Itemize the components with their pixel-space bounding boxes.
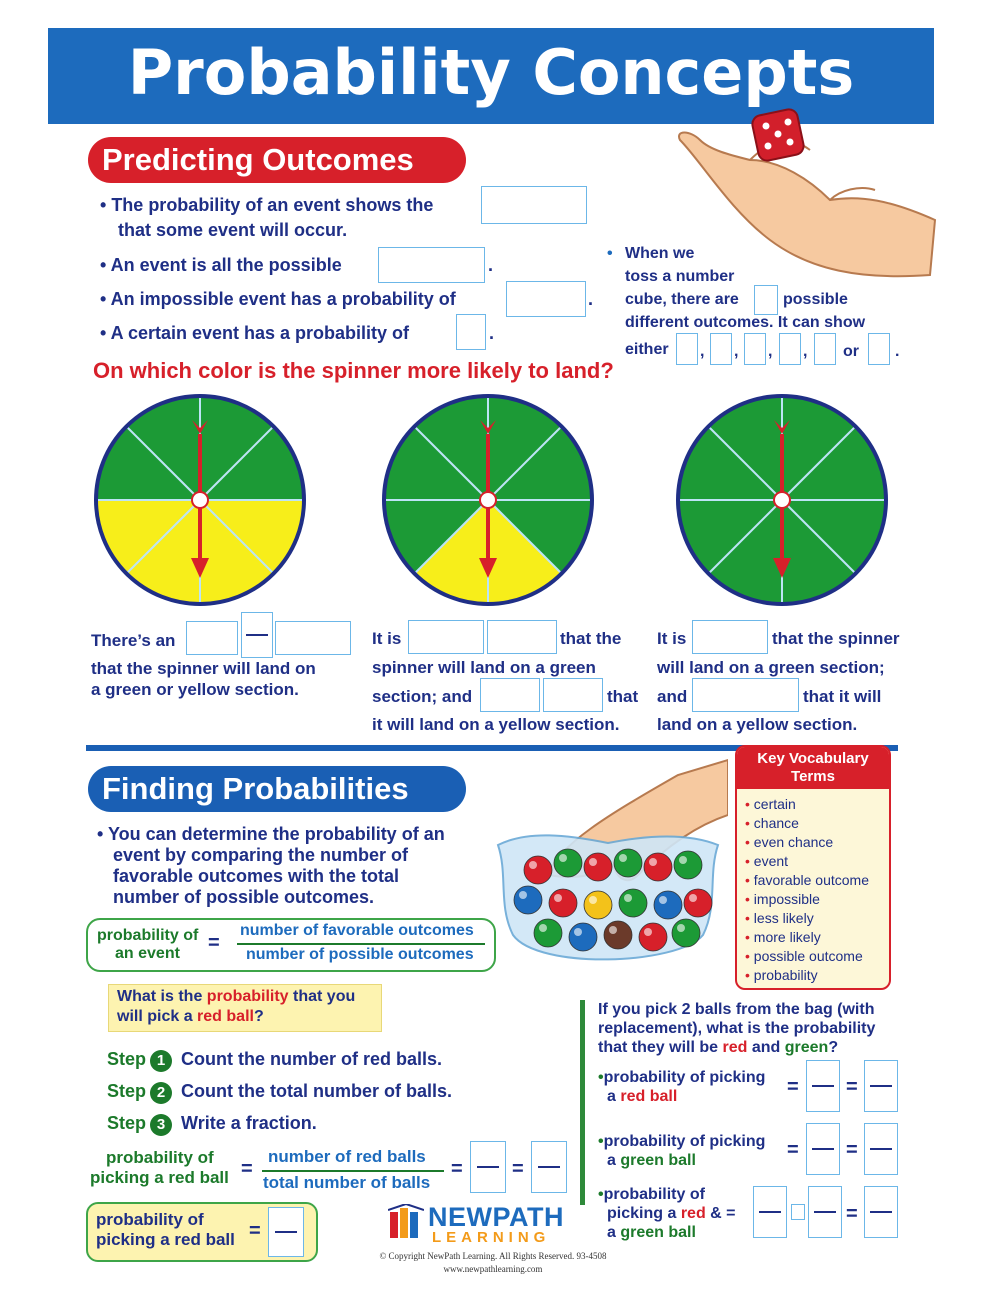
spinner2-caption-a: It is bbox=[372, 629, 402, 648]
marble-highlight bbox=[529, 861, 537, 869]
row-green-line-1: •probability of picking bbox=[598, 1133, 766, 1150]
answer-box-face-6[interactable] bbox=[868, 333, 890, 365]
row-red-line-2: a red ball bbox=[607, 1088, 678, 1105]
vocab-term: • certain bbox=[745, 795, 889, 814]
page-title: Probability Concepts bbox=[127, 36, 855, 109]
marble-highlight bbox=[679, 856, 687, 864]
marble-highlight bbox=[624, 894, 632, 902]
die-icon bbox=[751, 108, 806, 163]
intro-line-2: event by comparing the number of bbox=[113, 845, 409, 865]
step-1-number-icon: 1 bbox=[150, 1050, 172, 1072]
red-formula-numerator: number of red balls bbox=[268, 1147, 426, 1166]
spinner2-caption-f: it will land on a yellow section. bbox=[372, 715, 620, 734]
result-left-2: picking a red ball bbox=[96, 1230, 235, 1249]
marble-icon bbox=[604, 921, 632, 949]
marble-icon bbox=[569, 923, 597, 951]
marble-highlight bbox=[589, 896, 597, 904]
marble-highlight bbox=[659, 896, 667, 904]
red-formula-left-1: probability of bbox=[106, 1148, 214, 1167]
answer-box-s2-1[interactable] bbox=[408, 620, 484, 654]
spinner2-caption-b: that the bbox=[560, 629, 622, 648]
marble-highlight bbox=[619, 854, 627, 862]
spinner3-caption-c: will land on a green section; bbox=[657, 658, 885, 677]
answer-box-3[interactable] bbox=[506, 281, 586, 317]
replacement-question-3: that they will be red and green? bbox=[598, 1039, 839, 1056]
answer-box-s3-2[interactable] bbox=[692, 678, 799, 712]
red-formula-denominator: total number of balls bbox=[263, 1173, 431, 1192]
answer-box-s3-1[interactable] bbox=[692, 620, 768, 654]
spinner2-caption-c: spinner will land on a green bbox=[372, 658, 596, 677]
answer-box-face-4[interactable] bbox=[779, 333, 801, 365]
answer-box-2[interactable] bbox=[378, 247, 485, 283]
marble-icon bbox=[639, 923, 667, 951]
row-both-line-2: picking a red & = bbox=[607, 1205, 736, 1222]
vocab-term: • favorable outcome bbox=[745, 871, 889, 890]
bullet-probability-definition: • The probability of an event shows the bbox=[100, 193, 433, 218]
answer-box-outcomes[interactable] bbox=[754, 285, 778, 315]
replacement-question-1: If you pick 2 balls from the bag (with bbox=[598, 1001, 875, 1018]
marble-highlight bbox=[519, 891, 527, 899]
spinner3-caption-a: It is bbox=[657, 629, 687, 648]
marble-icon bbox=[684, 889, 712, 917]
marble-icon bbox=[674, 851, 702, 879]
spinner-question: On which color is the spinner more likely to land? bbox=[93, 358, 614, 383]
step-3: Step 3 Write a fraction. bbox=[107, 1111, 317, 1136]
row-red-line-1: •probability of picking bbox=[598, 1069, 766, 1086]
vocabulary-list bbox=[737, 789, 889, 985]
step-3-number-icon: 3 bbox=[150, 1114, 172, 1136]
step-1: Step 1 Count the number of red balls. bbox=[107, 1047, 442, 1072]
answer-box-face-2[interactable] bbox=[710, 333, 732, 365]
website-link[interactable]: www.newpathlearning.com bbox=[443, 1264, 543, 1274]
marble-highlight bbox=[689, 894, 697, 902]
answer-box-s1-3[interactable] bbox=[275, 621, 351, 655]
answer-box-face-1[interactable] bbox=[676, 333, 698, 365]
section-heading-finding: Finding Probabilities bbox=[88, 766, 466, 812]
vocab-term: • probability bbox=[745, 966, 889, 985]
dice-text-or: or bbox=[843, 343, 859, 360]
bullet-certain-event: • A certain event has a probability of bbox=[100, 321, 409, 346]
formula-numerator: number of favorable outcomes bbox=[240, 922, 474, 939]
marble-icon bbox=[584, 891, 612, 919]
spinner-all-green bbox=[672, 390, 892, 610]
dice-text-4: different outcomes. It can show bbox=[625, 314, 866, 331]
spinner-mostly-green bbox=[378, 390, 598, 610]
spinner2-caption-e: that bbox=[607, 687, 639, 706]
formula-denominator: number of possible outcomes bbox=[246, 946, 474, 963]
marble-highlight bbox=[644, 928, 652, 936]
answer-box-s2-3[interactable] bbox=[480, 678, 540, 712]
bullet-impossible-event: • An impossible event has a probability of bbox=[100, 287, 456, 312]
answer-box-s2-2[interactable] bbox=[487, 620, 557, 654]
marble-bag-illustration bbox=[488, 755, 728, 985]
result-left-1: probability of bbox=[96, 1210, 204, 1229]
spinner3-caption-f: land on a yellow section. bbox=[657, 715, 858, 734]
step-2-number-icon: 2 bbox=[150, 1082, 172, 1104]
spinner2-caption-d: section; and bbox=[372, 687, 473, 706]
spinner1-caption-c: a green or yellow section. bbox=[91, 680, 299, 699]
spinner1-caption-a: There’s an bbox=[91, 631, 176, 650]
question-line-2: will pick a red ball? bbox=[117, 1008, 264, 1025]
key-vocabulary-box bbox=[735, 745, 891, 990]
marble-icon bbox=[614, 849, 642, 877]
marble-highlight bbox=[649, 858, 657, 866]
intro-line-3: favorable outcomes with the total bbox=[113, 866, 400, 886]
intro-line-4: number of possible outcomes. bbox=[113, 887, 375, 907]
intro-line-1: • You can determine the probability of an bbox=[97, 822, 445, 847]
marble-icon bbox=[584, 853, 612, 881]
dice-text-1: When we bbox=[625, 245, 695, 262]
marble-highlight bbox=[559, 854, 567, 862]
marble-highlight bbox=[589, 858, 597, 866]
formula-left-1: probability of bbox=[97, 927, 199, 944]
vocab-term: • event bbox=[745, 852, 889, 871]
bullet-event-definition: • An event is all the possible bbox=[100, 253, 342, 278]
spinner3-caption-d: and bbox=[657, 687, 688, 706]
marble-highlight bbox=[554, 894, 562, 902]
red-formula-left-2: picking a red ball bbox=[90, 1168, 229, 1187]
spinner-half-green-half-yellow bbox=[90, 390, 310, 610]
brand-name: NEWPATH bbox=[428, 1202, 564, 1232]
vocab-term: • less likely bbox=[745, 909, 889, 928]
marble-highlight bbox=[677, 924, 685, 932]
marble-icon bbox=[619, 889, 647, 917]
marble-icon bbox=[654, 891, 682, 919]
dice-text-5: either bbox=[625, 341, 669, 358]
marble-icon bbox=[672, 919, 700, 947]
marble-icon bbox=[549, 889, 577, 917]
dice-text-2: toss a number bbox=[625, 268, 735, 285]
spinner-pivot bbox=[192, 492, 208, 508]
row-green-line-2: a green ball bbox=[607, 1152, 696, 1169]
vocab-term: • even chance bbox=[745, 833, 889, 852]
replacement-question-2: replacement), what is the probability bbox=[598, 1020, 876, 1037]
spinner1-caption-b: that the spinner will land on bbox=[91, 659, 316, 678]
question-line-1: What is the probability that you bbox=[117, 988, 356, 1005]
answer-box-s2-4[interactable] bbox=[543, 678, 603, 712]
row-both-line-1: •probability of bbox=[598, 1186, 705, 1203]
dice-text-3b: possible bbox=[783, 291, 848, 308]
spinner3-caption-e: that it will bbox=[803, 687, 882, 706]
marble-icon bbox=[554, 849, 582, 877]
row-both-line-3: a green ball bbox=[607, 1224, 696, 1241]
brand-subname: LEARNING bbox=[432, 1229, 551, 1246]
answer-box-s1-1[interactable] bbox=[186, 621, 238, 655]
vocab-term: • more likely bbox=[745, 928, 889, 947]
bullet-probability-definition-cont: that some event will occur. bbox=[118, 220, 348, 240]
vocab-term: • possible outcome bbox=[745, 947, 889, 966]
vocabulary-heading: Key Vocabulary Terms bbox=[737, 747, 889, 789]
step-2: Step 2 Count the total number of balls. bbox=[107, 1079, 452, 1104]
answer-box-1[interactable] bbox=[481, 186, 587, 224]
answer-box-face-5[interactable] bbox=[814, 333, 836, 365]
marble-icon bbox=[644, 853, 672, 881]
answer-box-face-3[interactable] bbox=[744, 333, 766, 365]
spinner3-caption-b: that the spinner bbox=[772, 629, 900, 648]
marble-highlight bbox=[609, 926, 617, 934]
answer-both-operator[interactable] bbox=[791, 1204, 805, 1220]
copyright-text: © Copyright NewPath Learning. All Rights Reserved. 93-4508 bbox=[379, 1251, 607, 1261]
vertical-divider bbox=[580, 1000, 585, 1205]
formula-left-2: an event bbox=[115, 945, 180, 962]
marble-highlight bbox=[539, 924, 547, 932]
marble-icon bbox=[534, 919, 562, 947]
answer-box-4[interactable] bbox=[456, 314, 486, 350]
newpath-logo-icon bbox=[388, 1204, 424, 1240]
spinner-pivot bbox=[480, 492, 496, 508]
vocab-term: • impossible bbox=[745, 890, 889, 909]
marble-icon bbox=[524, 856, 552, 884]
marble-icon bbox=[514, 886, 542, 914]
vocab-term: • chance bbox=[745, 814, 889, 833]
marble-highlight bbox=[574, 928, 582, 936]
dice-text-3: cube, there are bbox=[625, 291, 739, 308]
section-heading-predicting: Predicting Outcomes bbox=[88, 137, 466, 183]
spinner-pivot bbox=[774, 492, 790, 508]
